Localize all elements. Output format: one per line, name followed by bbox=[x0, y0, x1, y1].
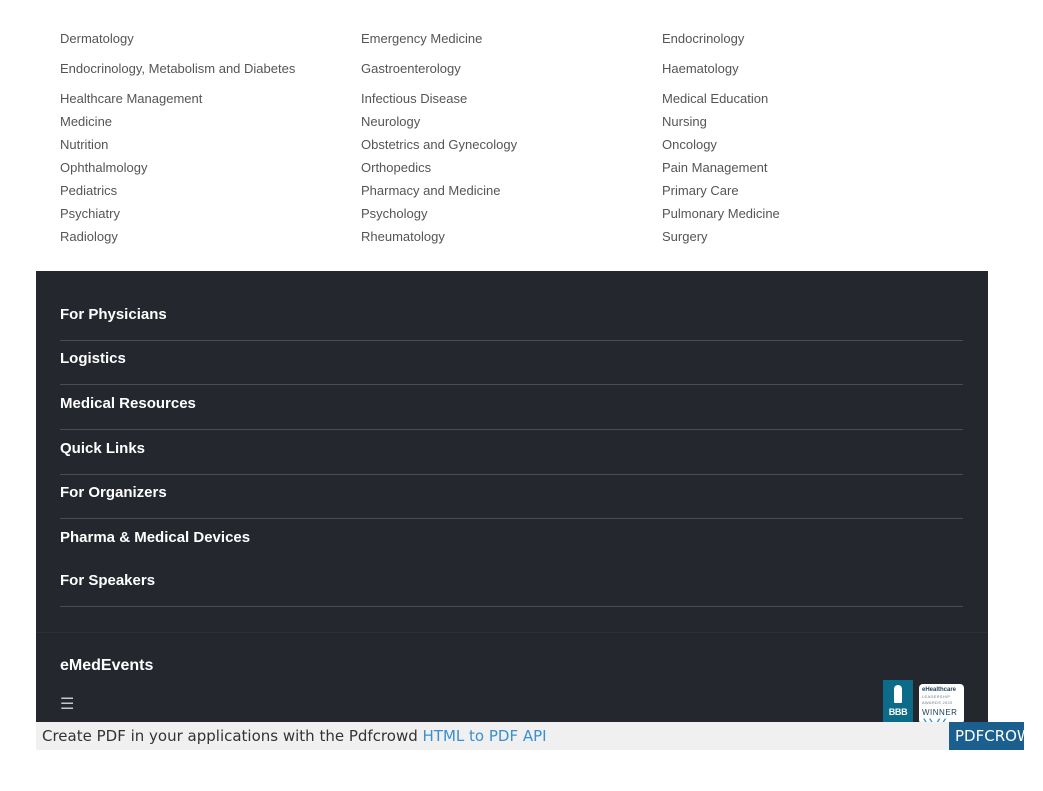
menu-icon[interactable]: ☰ bbox=[60, 696, 75, 713]
specialty-link[interactable]: Healthcare Management bbox=[60, 91, 203, 106]
divider bbox=[60, 384, 963, 385]
specialty-link[interactable]: Dermatology bbox=[60, 31, 134, 46]
specialty-link[interactable]: Surgery bbox=[662, 229, 708, 244]
specialty-link[interactable]: Nursing bbox=[662, 114, 707, 129]
divider bbox=[60, 340, 963, 341]
footer-menu-for-physicians[interactable]: For Physicians bbox=[60, 306, 167, 323]
specialty-link[interactable]: Emergency Medicine bbox=[361, 31, 483, 46]
specialty-link[interactable]: Gastroenterology bbox=[361, 61, 461, 76]
specialty-link[interactable]: Pharmacy and Medicine bbox=[361, 183, 501, 198]
award-subtitle: LEADERSHIP bbox=[922, 694, 951, 699]
award-title: eHealthcare bbox=[922, 687, 957, 693]
specialty-link[interactable]: Psychiatry bbox=[60, 206, 120, 221]
specialty-link[interactable]: Endocrinology bbox=[662, 31, 745, 46]
specialty-link[interactable]: Medical Education bbox=[662, 91, 769, 106]
specialty-link[interactable]: Infectious Disease bbox=[361, 91, 468, 106]
divider bbox=[60, 518, 963, 519]
specialty-link[interactable]: Oncology bbox=[662, 137, 717, 152]
specialty-link[interactable]: Neurology bbox=[361, 114, 421, 129]
specialty-link[interactable]: Orthopedics bbox=[361, 160, 432, 175]
specialty-grid bbox=[0, 0, 1024, 271]
bbb-label: BBB bbox=[888, 707, 908, 717]
footer-menu-quick-links[interactable]: Quick Links bbox=[60, 440, 146, 457]
specialty-link[interactable]: Primary Care bbox=[662, 183, 739, 198]
specialty-link[interactable]: Radiology bbox=[60, 229, 118, 244]
html-to-pdf-api-link[interactable]: HTML to PDF API bbox=[422, 727, 547, 745]
bbb-badge-icon[interactable] bbox=[883, 680, 913, 724]
specialty-link[interactable]: Obstetrics and Gynecology bbox=[361, 137, 518, 152]
specialty-link[interactable]: Pediatrics bbox=[60, 183, 118, 198]
award-year: AWARDS 2020 bbox=[922, 700, 953, 705]
specialty-link[interactable]: Ophthalmology bbox=[60, 160, 148, 175]
specialty-link[interactable]: Pain Management bbox=[662, 160, 768, 175]
specialty-link[interactable]: Rheumatology bbox=[361, 229, 445, 244]
pdfcrowd-button-label: PDFCROWD bbox=[955, 727, 1043, 745]
footer-menu-for-speakers[interactable]: For Speakers bbox=[60, 572, 156, 589]
award-badge-icon[interactable] bbox=[919, 684, 964, 724]
specialty-link[interactable]: Haematology bbox=[662, 61, 739, 76]
specialty-link[interactable]: Nutrition bbox=[60, 137, 109, 152]
divider bbox=[60, 474, 963, 475]
specialty-link[interactable]: Pulmonary Medicine bbox=[662, 206, 780, 221]
divider bbox=[60, 429, 963, 430]
footer-menu-pharma-medical-devices[interactable]: Pharma & Medical Devices bbox=[60, 529, 251, 546]
pdfcrowd-text bbox=[42, 727, 547, 745]
specialty-link[interactable]: Psychology bbox=[361, 206, 428, 221]
award-winner: WINNER bbox=[922, 708, 958, 717]
pdfcrowd-message: Create PDF in your applications with the Pdfcrowd bbox=[42, 727, 418, 745]
brand-name[interactable]: eMedEvents bbox=[60, 657, 154, 674]
pdfcrowd-button[interactable] bbox=[949, 722, 1043, 750]
footer-menu-for-organizers[interactable]: For Organizers bbox=[60, 484, 167, 501]
specialty-link[interactable]: Medicine bbox=[60, 114, 113, 129]
pdfcrowd-banner bbox=[36, 722, 1043, 750]
specialty-link[interactable]: Endocrinology, Metabolism and Diabetes bbox=[60, 61, 296, 76]
footer-menu-medical-resources[interactable]: Medical Resources bbox=[60, 395, 196, 412]
divider bbox=[60, 606, 963, 607]
footer-bottom bbox=[36, 632, 988, 724]
footer-menu-logistics[interactable]: Logistics bbox=[60, 350, 126, 367]
footer-panel bbox=[36, 271, 988, 723]
